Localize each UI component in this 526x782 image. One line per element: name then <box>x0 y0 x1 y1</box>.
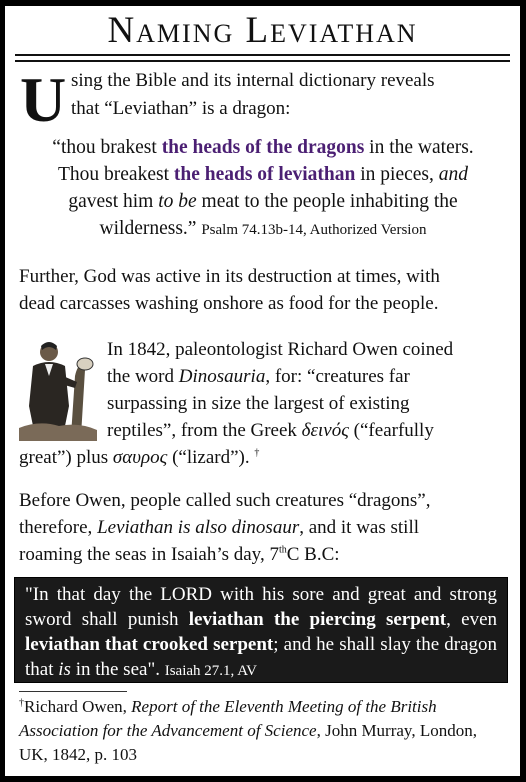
drop-cap: U <box>20 64 67 135</box>
isaiah-quote-box: "In that day the LORD with his sore and great and strong sword shall punish leviathan the piercing serpent, even leviathan that crooked serpent; and he shall slay the dragon that is in the sea". Isaiah 27.1, AV <box>14 577 508 683</box>
footnote-marker: † <box>254 447 260 459</box>
further-line-1: Further, God was active in its destruction at times, with <box>19 266 440 287</box>
quote-line-2: Thou breakest the heads of leviathan in pieces, and <box>57 164 468 185</box>
before-line-3: roaming the seas in Isaiah’s day, 7thC B.C: <box>19 544 340 565</box>
owen-line-1: In 1842, paleontologist Richard Owen coined <box>107 339 454 360</box>
title-rule-bottom <box>15 60 510 62</box>
before-line-1: Before Owen, people called such creatures “dragons”, <box>19 490 431 511</box>
psalm-quote <box>19 134 507 244</box>
isaiah-bold-piercing-serpent: leviathan the piercing serpent <box>188 609 447 630</box>
further-line-2: dead carcasses washing onshore as food for the people. <box>19 293 439 314</box>
owen-line-5: great”) plus σαυρος (“lizard”). † <box>19 447 260 468</box>
quote-highlight-leviathan: the heads of leviathan <box>173 164 356 185</box>
before-line-2: therefore, Leviathan is also dinosaur, and it was still <box>19 517 420 538</box>
footnote-dagger: † <box>19 697 24 709</box>
intro-line-2: that “Leviathan” is a dragon: <box>71 98 291 119</box>
owen-line-4: reptiles”, from the Greek δεινός (“fearfully <box>107 420 434 441</box>
quote-line-3: gavest him to be meat to the people inhabiting the <box>68 191 458 212</box>
richard-owen-portrait-icon <box>19 336 97 441</box>
page-title: Naming Leviathan <box>107 10 418 51</box>
footnote-rule <box>19 691 127 692</box>
psalm-citation: Psalm 74.13b-14, Authorized Version <box>201 222 427 238</box>
quote-line-1: “thou brakest the heads of the dragons in the waters. <box>52 137 474 158</box>
quote-highlight-dragons: the heads of the dragons <box>161 137 365 158</box>
owen-line-2: the word Dinosauria, for: “creatures far <box>107 366 410 387</box>
footnote-work-title: Report of the Eleventh Meeting of the British Association for the Advancement of Science <box>19 697 437 740</box>
quote-line-4: wilderness.” Psalm 74.13b-14, Authorized Version <box>99 218 427 239</box>
title-rule-top <box>15 54 510 56</box>
document-page <box>5 6 520 776</box>
footnote: †Richard Owen, Report of the Eleventh Meeting of the British Association for the Advancement of Science, John Murray, London, UK, 1842, p. 103 <box>19 697 477 764</box>
isaiah-bold-crooked-serpent: leviathan that crooked serpent <box>25 634 274 655</box>
intro-line-1: sing the Bible and its internal dictionary reveals <box>71 70 435 91</box>
isaiah-citation: Isaiah 27.1, AV <box>164 663 257 679</box>
owen-line-3: surpassing in size the largest of existing <box>107 393 410 414</box>
